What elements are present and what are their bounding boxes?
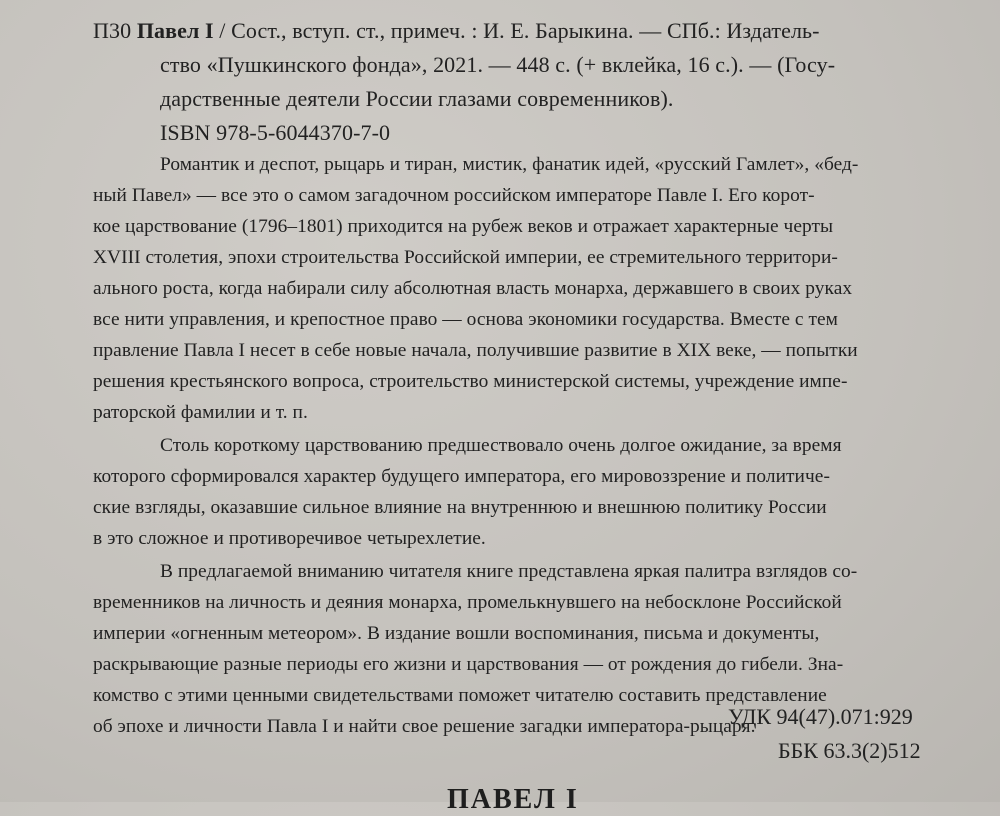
bibliographic-line-2: ство «Пушкинского фонда», 2021. — 448 с. (+ вклейка, 16 с.). — (Госу-: [160, 52, 836, 77]
text-line: правление Павла I несет в себе новые начала, получившие развитие в XIX веке, — попытки: [93, 340, 858, 361]
text-line: которого сформировался характер будущего императора, его мировоззрение и политиче-: [93, 466, 830, 487]
bbk-code: ББК 63.3(2)512: [778, 738, 921, 763]
text-line: все нити управления, и крепостное право — основа экономики государства. Вместе с тем: [93, 309, 838, 330]
bibliographic-line-1-rest: / Сост., вступ. ст., примеч. : И. Е. Барыкина. — СПб.: Издатель-: [213, 18, 820, 43]
bibliographic-line-3: дарственные деятели России глазами современников).: [160, 86, 674, 111]
isbn: ISBN 978-5-6044370-7-0: [160, 120, 391, 145]
text-line: Романтик и деспот, рыцарь и тиран, мистик, фанатик идей, «русский Гамлет», «бед-: [160, 154, 859, 175]
text-line: раскрывающие разные периоды его жизни и царствования — от рождения до гибели. Зна-: [93, 654, 844, 675]
text-line: Столь короткому царствованию предшествовало очень долгое ожидание, за время: [160, 435, 842, 456]
bibliographic-line-1: [93, 20, 820, 42]
text-line: временников на личность и деяния монарха, промелькнувшего на небосклоне Российской: [93, 592, 842, 613]
text-line: В предлагаемой вниманию читателя книге представлена яркая палитра взглядов со-: [160, 561, 858, 582]
text-line: XVIII столетия, эпохи строительства Российской империи, ее стремительного территори-: [93, 247, 838, 268]
text-line: ские взгляды, оказавшие сильное влияние на внутреннюю и внешнюю политику России: [93, 497, 827, 518]
text-line: в это сложное и противоречивое четырехлетие.: [93, 528, 486, 549]
text-line: раторской фамилии и т. п.: [93, 402, 308, 423]
text-line: комство с этими ценными свидетельствами поможет читателю составить представление: [93, 685, 827, 706]
text-line: кое царствование (1796–1801) приходится на рубеж веков и отражает характерные черты: [93, 216, 834, 237]
book-author-title: Павел I: [136, 18, 214, 43]
text-line: ный Павел» — все это о самом загадочном российском императоре Павле I. Его корот-: [93, 185, 815, 206]
catalog-index: П30: [93, 18, 132, 43]
text-line: империи «огненным метеором». В издание вошли воспоминания, письма и документы,: [93, 623, 820, 644]
running-title: ПАВЕЛ I: [447, 784, 579, 815]
text-line: ального роста, когда набирали силу абсолютная власть монарха, державшего в своих руках: [93, 278, 853, 299]
text-line: об эпохе и личности Павла I и найти свое решение загадки императора-рыцаря.: [93, 716, 756, 737]
udk-code: УДК 94(47).071:929: [728, 704, 913, 729]
text-line: решения крестьянского вопроса, строительство министерской системы, учреждение импе-: [93, 371, 848, 392]
